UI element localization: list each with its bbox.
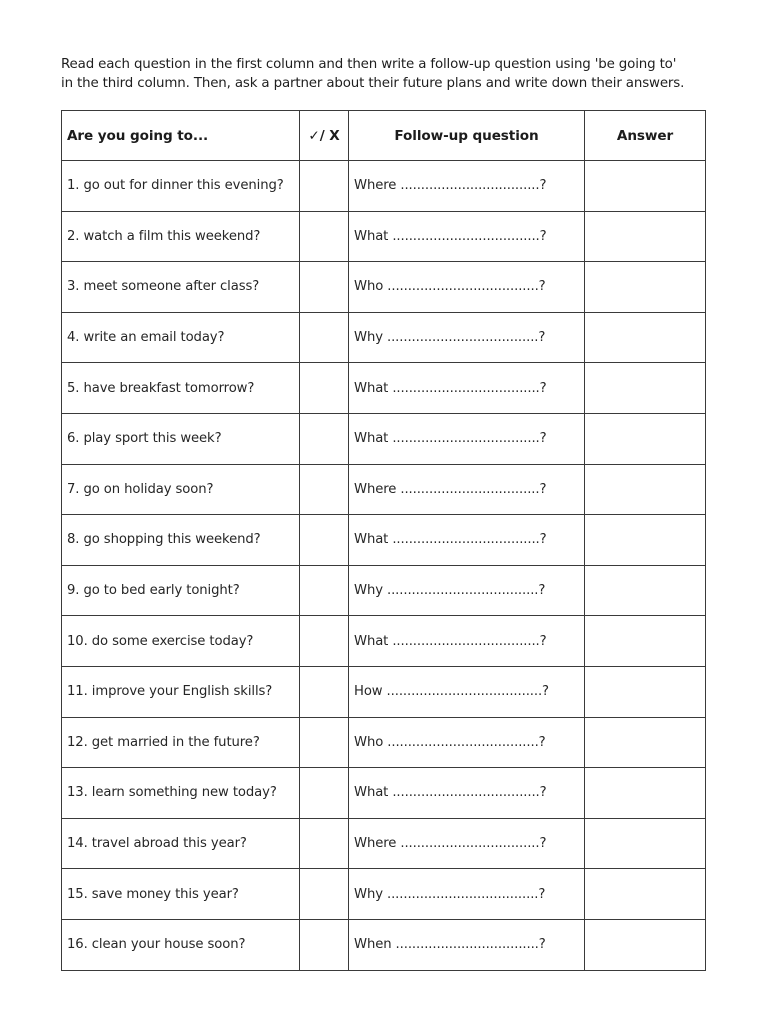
- table-row: [62, 717, 706, 768]
- question-cell: 13. learn something new today?: [62, 768, 300, 819]
- followup-cell[interactable]: When ...................................?: [349, 919, 585, 970]
- question-cell: 6. play sport this week?: [62, 413, 300, 464]
- followup-cell[interactable]: Why .....................................?: [349, 312, 585, 363]
- answer-cell[interactable]: [585, 919, 706, 970]
- question-cell: 4. write an email today?: [62, 312, 300, 363]
- table-row: [62, 919, 706, 970]
- followup-cell[interactable]: What ....................................?: [349, 616, 585, 667]
- check-cell[interactable]: [300, 161, 349, 212]
- answer-cell[interactable]: [585, 565, 706, 616]
- question-cell: 9. go to bed early tonight?: [62, 565, 300, 616]
- table-row: [62, 768, 706, 819]
- table-row: [62, 666, 706, 717]
- check-cell[interactable]: [300, 919, 349, 970]
- check-cell[interactable]: [300, 211, 349, 262]
- answer-cell[interactable]: [585, 768, 706, 819]
- check-cell[interactable]: [300, 565, 349, 616]
- answer-cell[interactable]: [585, 464, 706, 515]
- question-cell: 1. go out for dinner this evening?: [62, 161, 300, 212]
- table-row: [62, 211, 706, 262]
- followup-cell[interactable]: Where ..................................?: [349, 818, 585, 869]
- followup-cell[interactable]: What ....................................?: [349, 211, 585, 262]
- question-cell: 2. watch a film this weekend?: [62, 211, 300, 262]
- table-row: [62, 565, 706, 616]
- question-cell: 5. have breakfast tomorrow?: [62, 363, 300, 414]
- table-row: [62, 464, 706, 515]
- followup-cell[interactable]: Who .....................................?: [349, 717, 585, 768]
- followup-cell[interactable]: Why .....................................?: [349, 869, 585, 920]
- question-cell: 15. save money this year?: [62, 869, 300, 920]
- table-row: [62, 363, 706, 414]
- followup-cell[interactable]: What ....................................?: [349, 768, 585, 819]
- answer-cell[interactable]: [585, 666, 706, 717]
- check-cell[interactable]: [300, 413, 349, 464]
- table-row: [62, 312, 706, 363]
- answer-cell[interactable]: [585, 363, 706, 414]
- check-cell[interactable]: [300, 818, 349, 869]
- question-cell: 12. get married in the future?: [62, 717, 300, 768]
- question-cell: 16. clean your house soon?: [62, 919, 300, 970]
- table-row: [62, 818, 706, 869]
- instructions-line-1: Read each question in the first column and then write a follow-up question using 'be going to': [61, 57, 677, 72]
- check-cell[interactable]: [300, 312, 349, 363]
- question-cell: 10. do some exercise today?: [62, 616, 300, 667]
- table-row: [62, 161, 706, 212]
- answer-cell[interactable]: [585, 515, 706, 566]
- followup-cell[interactable]: Who .....................................?: [349, 262, 585, 313]
- header-check: ✓/ X: [300, 111, 349, 161]
- followup-cell[interactable]: What ....................................?: [349, 363, 585, 414]
- answer-cell[interactable]: [585, 717, 706, 768]
- answer-cell[interactable]: [585, 211, 706, 262]
- check-cell[interactable]: [300, 262, 349, 313]
- check-cell[interactable]: [300, 515, 349, 566]
- followup-cell[interactable]: Why .....................................?: [349, 565, 585, 616]
- table-row: [62, 413, 706, 464]
- followup-cell[interactable]: Where ..................................?: [349, 161, 585, 212]
- question-cell: 8. go shopping this weekend?: [62, 515, 300, 566]
- instructions: [61, 55, 721, 93]
- answer-cell[interactable]: [585, 312, 706, 363]
- question-cell: 11. improve your English skills?: [62, 666, 300, 717]
- check-cell[interactable]: [300, 666, 349, 717]
- followup-cell[interactable]: What ....................................?: [349, 413, 585, 464]
- question-cell: 7. go on holiday soon?: [62, 464, 300, 515]
- check-cell[interactable]: [300, 616, 349, 667]
- answer-cell[interactable]: [585, 616, 706, 667]
- followup-cell[interactable]: What ....................................?: [349, 515, 585, 566]
- table-row: [62, 616, 706, 667]
- check-cell[interactable]: [300, 869, 349, 920]
- check-cell[interactable]: [300, 717, 349, 768]
- check-cell[interactable]: [300, 768, 349, 819]
- check-cell[interactable]: [300, 363, 349, 414]
- answer-cell[interactable]: [585, 161, 706, 212]
- question-cell: 3. meet someone after class?: [62, 262, 300, 313]
- check-cell[interactable]: [300, 464, 349, 515]
- table-row: [62, 869, 706, 920]
- answer-cell[interactable]: [585, 262, 706, 313]
- header-answer: Answer: [585, 111, 706, 161]
- table-row: [62, 262, 706, 313]
- answer-cell[interactable]: [585, 413, 706, 464]
- header-followup: Follow-up question: [349, 111, 585, 161]
- followup-cell[interactable]: Where ..................................?: [349, 464, 585, 515]
- followup-cell[interactable]: How ......................................?: [349, 666, 585, 717]
- answer-cell[interactable]: [585, 818, 706, 869]
- question-cell: 14. travel abroad this year?: [62, 818, 300, 869]
- table-row: [62, 515, 706, 566]
- instructions-line-2: in the third column. Then, ask a partner about their future plans and write down their answers.: [61, 76, 685, 91]
- header-question: Are you going to...: [62, 111, 300, 161]
- table-header-row: [62, 111, 706, 161]
- worksheet-table: [61, 110, 706, 971]
- answer-cell[interactable]: [585, 869, 706, 920]
